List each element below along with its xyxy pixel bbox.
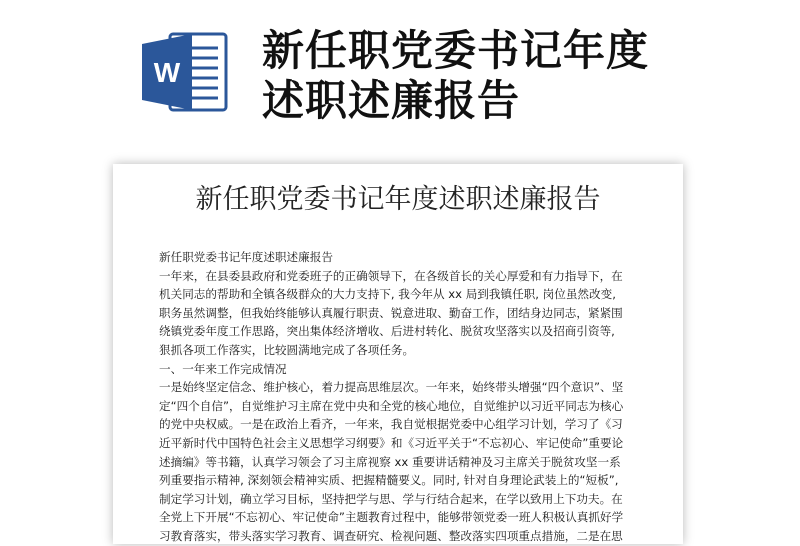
body-line: 的党中央权威。一是在政治上看齐，一年来，我自觉根据党委中心组学习计划，学习了《习	[159, 417, 623, 432]
body-line: 一是始终坚定信念、维护核心，着力提高思维层次。一年来，始终带头增强“四个意识”、坚	[159, 380, 624, 395]
body-line: 新任职党委书记年度述职述廉报告	[159, 250, 333, 264]
body-line: 列重要指示精神, 深刻领会精神实质、把握精髓要义。同时, 针对自身理论武装上的“短板”,	[159, 473, 619, 488]
body-line: 习教育落实，带头落实学习教育、调查研究、检视问题、整改落实四项重点措施，二是在思	[159, 528, 623, 543]
body-line: 一年来，在县委县政府和党委班子的正确领导下，在各级首长的关心厚爱和有力指导下，在	[159, 268, 623, 283]
body-line: 狠抓各项工作落实，比较圆满地完成了各项任务。	[159, 342, 415, 357]
word-icon-letter: W	[153, 57, 181, 88]
header-title-line-2: 述职述廉报告	[262, 76, 521, 125]
page-title: 新任职党委书记年度述职述廉报告	[195, 184, 601, 215]
document-page	[113, 164, 683, 544]
body-line: 一、一年来工作完成情况	[159, 361, 287, 376]
body-line: 机关同志的帮助和全镇各级群众的大力支持下, 我今年从 xx 局到我镇任职, 岗位虽然改变,	[159, 287, 616, 302]
header-title-line-1: 新任职党委书记年度	[262, 26, 650, 75]
body-line: 述摘编》等书籍，认真学习领会了习主席视察 xx 重要讲话精神及习主席关于脱贫攻坚一系	[159, 454, 621, 469]
word-document-icon	[136, 24, 232, 120]
document-body	[159, 248, 639, 546]
body-line: 绕镇党委年度工作思路，突出集体经济增收、后进村转化、脱贫攻坚落实以及招商引资等,	[159, 324, 615, 339]
document-header	[0, 0, 800, 150]
body-line: 全党上下开展“不忘初心、牢记使命”主题教育过程中，能够带领党委一班人积极认真抓好学	[159, 510, 624, 525]
body-line: 制定学习计划，确立学习目标，坚持把学与思、学与行结合起来，在学以致用上下功夫。在	[159, 491, 623, 506]
body-line: 职务虽然调整，但我始终能够认真履行职责、锐意进取、勤奋工作，团结身边同志，紧紧围	[159, 305, 623, 320]
header-title	[262, 26, 732, 126]
body-line: 近平新时代中国特色社会主义思想学习纲要》和《习近平关于“不忘初心、牢记使命”重要论	[159, 435, 624, 450]
body-line: 定“四个自信”，自觉维护习主席在党中央和全党的核心地位，自觉维护以习近平同志为核心	[159, 398, 624, 413]
